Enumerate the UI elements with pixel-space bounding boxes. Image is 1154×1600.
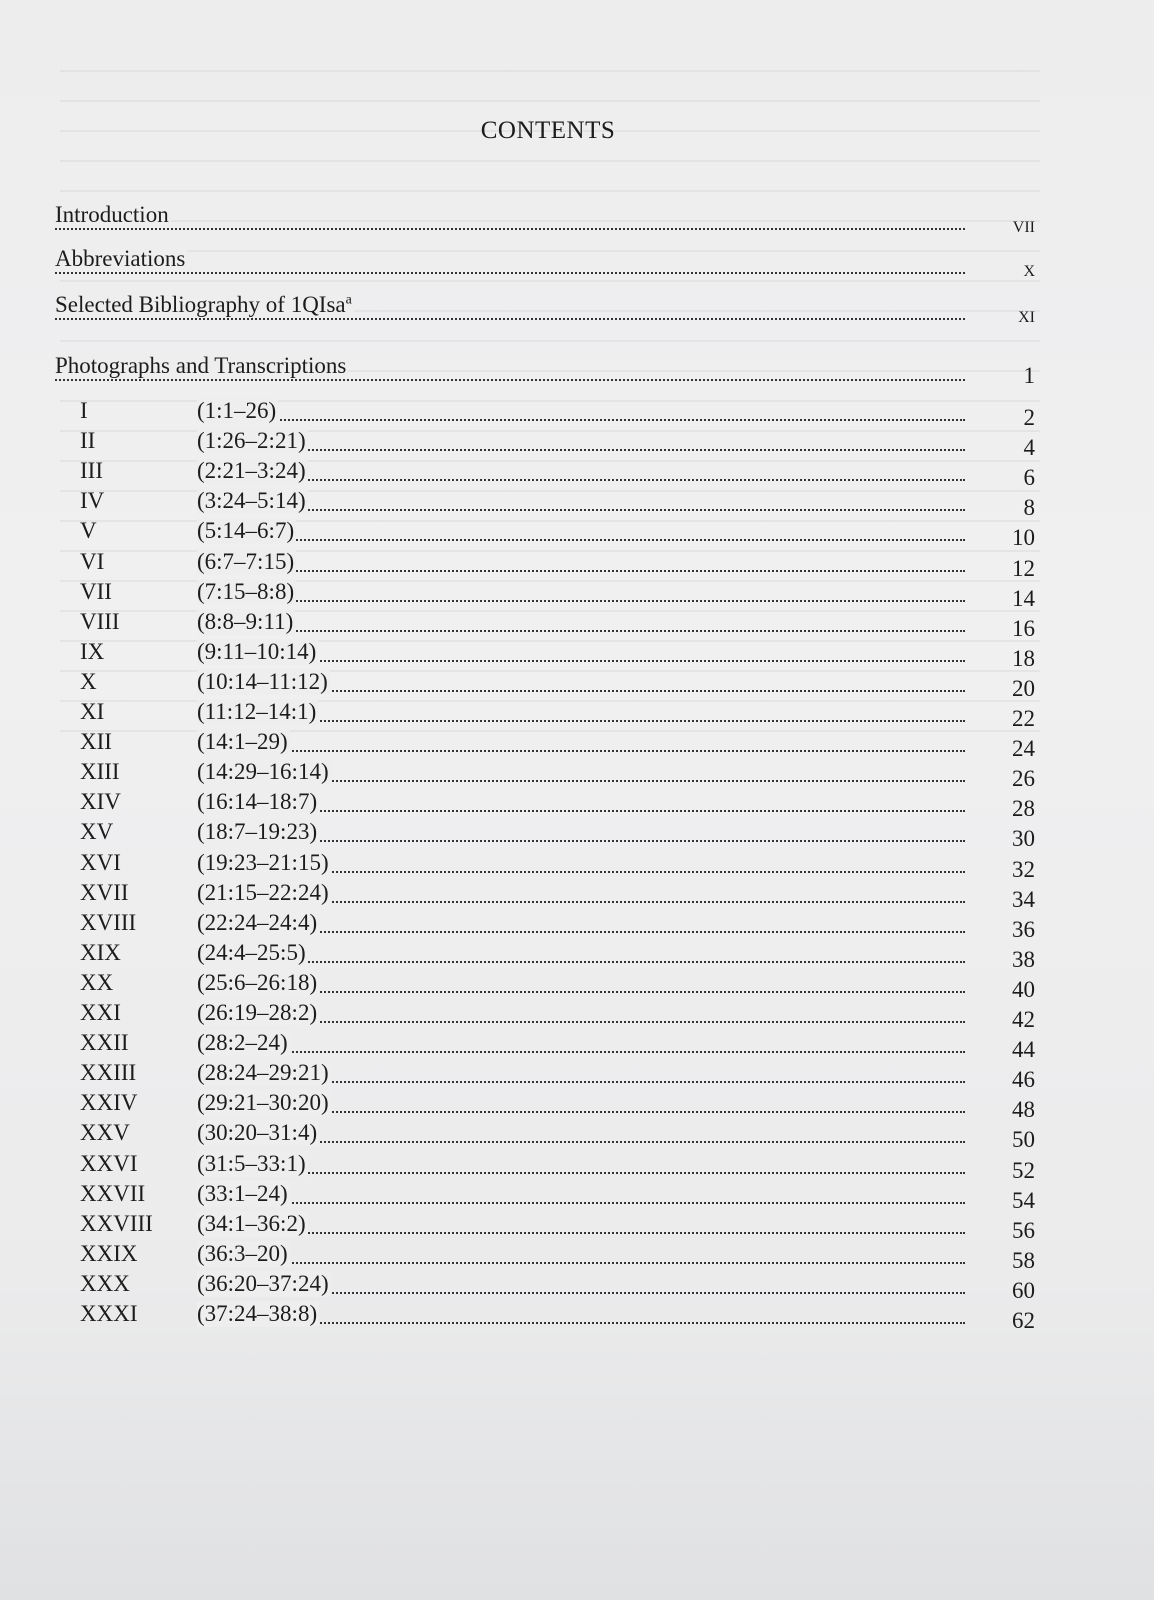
column-reference: (1:26–2:21) — [197, 428, 306, 454]
toc-column-row — [80, 1026, 1035, 1063]
column-numeral: XVI — [80, 849, 121, 875]
dot-leader — [197, 419, 965, 421]
column-page: 2 — [1023, 405, 1035, 430]
dot-leader — [197, 600, 965, 602]
entry-label-text: Selected Bibliography of 1QIsa — [55, 292, 346, 317]
column-reference: (34:1–36:2) — [197, 1210, 306, 1236]
entry-page: xi — [1018, 302, 1035, 327]
toc-column-row — [80, 1207, 1035, 1243]
column-numeral: VIII — [80, 608, 120, 634]
column-reference: (30:20–31:4) — [197, 1120, 318, 1146]
column-numeral: XXVIII — [80, 1210, 153, 1236]
dot-leader — [197, 509, 965, 511]
column-reference: (11:12–14:1) — [197, 699, 317, 724]
toc-column-row — [80, 1297, 1035, 1333]
toc-column-row — [80, 1116, 1035, 1153]
toc-column-row — [80, 695, 1035, 731]
toc-column-row — [80, 1237, 1035, 1273]
column-numeral: V — [80, 518, 97, 544]
column-reference: (7:15–8:8) — [197, 578, 295, 604]
column-reference: (29:21–30:20) — [197, 1090, 329, 1116]
column-page: 62 — [1012, 1308, 1035, 1333]
toc-column-row — [80, 815, 1035, 852]
column-numeral: VII — [80, 578, 112, 604]
toc-column-row — [80, 966, 1035, 1002]
column-numeral: XI — [80, 699, 105, 724]
dot-leader — [197, 1232, 965, 1234]
dot-leader — [197, 1202, 965, 1204]
entry-page: vii — [1012, 212, 1035, 237]
column-reference: (28:24–29:21) — [197, 1060, 329, 1086]
entry-label: Photographs and Transcriptions — [55, 353, 347, 378]
column-reference: (36:3–20) — [197, 1240, 288, 1266]
column-reference: (26:19–28:2) — [197, 1000, 318, 1025]
column-numeral: I — [80, 398, 88, 423]
column-page: 26 — [1012, 766, 1035, 792]
dot-leader — [197, 1051, 965, 1053]
column-numeral: XXX — [80, 1270, 130, 1296]
column-numeral: XXIV — [80, 1090, 138, 1116]
toc-entry-bibliography — [55, 292, 1035, 327]
entry-page: 1 — [1023, 363, 1035, 388]
column-reference: (14:1–29) — [197, 729, 288, 755]
toc-column-row — [80, 665, 1035, 701]
column-reference: (2:21–3:24) — [197, 458, 306, 484]
column-page: 22 — [1012, 706, 1035, 731]
column-page: 42 — [1012, 1007, 1035, 1032]
column-page: 10 — [1012, 525, 1035, 551]
column-numeral: III — [80, 458, 103, 484]
column-reference: (16:14–18:7) — [197, 789, 318, 815]
toc-entry-photographs — [55, 353, 1035, 388]
column-page: 58 — [1012, 1247, 1035, 1273]
toc-column-row — [80, 424, 1035, 461]
column-numeral: XVII — [80, 879, 129, 905]
dot-leader — [55, 224, 965, 230]
column-reference: (1:1–26) — [197, 398, 277, 423]
column-numeral: XIII — [80, 759, 120, 785]
column-reference: (31:5–33:1) — [197, 1150, 306, 1176]
column-numeral: XXVI — [80, 1150, 138, 1176]
toc-column-row — [80, 1056, 1035, 1093]
column-numeral: XVIII — [80, 909, 137, 935]
column-page: 4 — [1023, 435, 1035, 461]
column-page: 46 — [1012, 1067, 1035, 1093]
column-reference: (28:2–24) — [197, 1030, 288, 1056]
column-numeral: XXVII — [80, 1180, 146, 1206]
column-reference: (10:14–11:12) — [197, 668, 328, 694]
column-reference: (25:6–26:18) — [197, 969, 318, 995]
column-page: 56 — [1012, 1217, 1035, 1243]
column-page: 54 — [1012, 1187, 1035, 1213]
toc-entry-introduction — [55, 202, 1035, 237]
entry-page: x — [1023, 256, 1035, 281]
column-reference: (3:24–5:14) — [197, 488, 306, 514]
toc-column-row — [80, 876, 1035, 912]
column-numeral: XXII — [80, 1030, 129, 1056]
column-numeral: X — [80, 668, 97, 694]
toc-column-row — [80, 1177, 1035, 1213]
column-page: 18 — [1012, 645, 1035, 671]
column-reference: (14:29–16:14) — [197, 759, 329, 785]
entry-label — [55, 292, 354, 318]
column-page: 44 — [1012, 1037, 1035, 1063]
column-reference: (22:24–24:4) — [197, 909, 318, 935]
column-numeral: XXIX — [80, 1240, 138, 1266]
column-page: 30 — [1012, 826, 1035, 852]
column-page: 36 — [1012, 916, 1035, 942]
toc-column-row — [80, 394, 1035, 430]
dot-leader — [197, 750, 965, 752]
column-numeral: XXI — [80, 1000, 121, 1025]
column-page: 14 — [1012, 585, 1035, 611]
column-numeral: XXIII — [80, 1060, 137, 1086]
toc-column-row — [80, 514, 1035, 551]
toc-column-row — [80, 846, 1035, 882]
column-numeral: XII — [80, 729, 112, 755]
column-page: 20 — [1012, 675, 1035, 701]
dot-leader — [197, 479, 965, 481]
toc-column-row — [80, 1267, 1035, 1303]
toc-column-row — [80, 996, 1035, 1032]
column-reference: (36:20–37:24) — [197, 1270, 329, 1296]
column-page: 12 — [1012, 555, 1035, 581]
toc-column-row — [80, 755, 1035, 792]
column-reference: (9:11–10:14) — [197, 638, 317, 664]
column-numeral: II — [80, 428, 96, 454]
toc-column-row — [80, 454, 1035, 491]
column-page: 40 — [1012, 976, 1035, 1002]
toc-column-row — [80, 936, 1035, 972]
toc-column-row — [80, 785, 1035, 822]
column-page: 34 — [1012, 886, 1035, 912]
column-page: 52 — [1012, 1157, 1035, 1183]
column-page: 24 — [1012, 736, 1035, 762]
toc-column-row — [80, 575, 1035, 611]
dot-leader — [197, 1172, 965, 1174]
column-reference: (18:7–19:23) — [197, 819, 318, 845]
column-reference: (19:23–21:15) — [197, 849, 329, 875]
column-page: 38 — [1012, 946, 1035, 972]
toc-column-row — [80, 906, 1035, 942]
column-reference: (37:24–38:8) — [197, 1301, 318, 1326]
column-reference: (6:7–7:15) — [197, 548, 295, 574]
dot-leader — [197, 539, 965, 541]
toc-column-row — [80, 1147, 1035, 1183]
column-page: 6 — [1023, 465, 1035, 491]
dot-leader — [197, 630, 965, 632]
toc-column-row — [80, 635, 1035, 671]
column-page: 50 — [1012, 1127, 1035, 1153]
entry-label: Introduction — [55, 202, 169, 227]
column-numeral: XIX — [80, 939, 121, 965]
toc-entry-abbreviations — [55, 246, 1035, 281]
dot-leader — [197, 1262, 965, 1264]
column-numeral: VI — [80, 548, 105, 574]
column-page: 32 — [1012, 856, 1035, 882]
toc-column-row — [80, 545, 1035, 581]
entry-label: Abbreviations — [55, 246, 186, 271]
column-numeral: XXV — [80, 1120, 130, 1146]
column-numeral: XIV — [80, 789, 121, 815]
column-reference: (33:1–24) — [197, 1180, 288, 1206]
dot-leader — [55, 268, 965, 274]
column-reference: (8:8–9:11) — [197, 608, 294, 634]
column-numeral: IX — [80, 638, 105, 664]
entry-label-superscript: a — [345, 292, 352, 308]
column-page: 48 — [1012, 1097, 1035, 1123]
dot-leader — [197, 570, 965, 572]
column-numeral: XX — [80, 969, 114, 995]
column-reference: (24:4–25:5) — [197, 939, 306, 965]
column-page: 16 — [1012, 615, 1035, 641]
page-title: CONTENTS — [480, 117, 616, 144]
column-reference: (5:14–6:7) — [197, 518, 295, 544]
column-reference: (21:15–22:24) — [197, 879, 329, 905]
column-page: 8 — [1023, 495, 1035, 521]
dot-leader — [197, 449, 965, 451]
dot-leader — [197, 961, 965, 963]
column-page: 60 — [1012, 1277, 1035, 1303]
toc-column-row — [80, 725, 1035, 762]
column-numeral: IV — [80, 488, 105, 514]
column-numeral: XXXI — [80, 1301, 138, 1326]
toc-column-row — [80, 1086, 1035, 1123]
toc-column-row — [80, 605, 1035, 641]
toc-column-row — [80, 484, 1035, 521]
column-page: 28 — [1012, 796, 1035, 822]
column-numeral: XV — [80, 819, 114, 845]
